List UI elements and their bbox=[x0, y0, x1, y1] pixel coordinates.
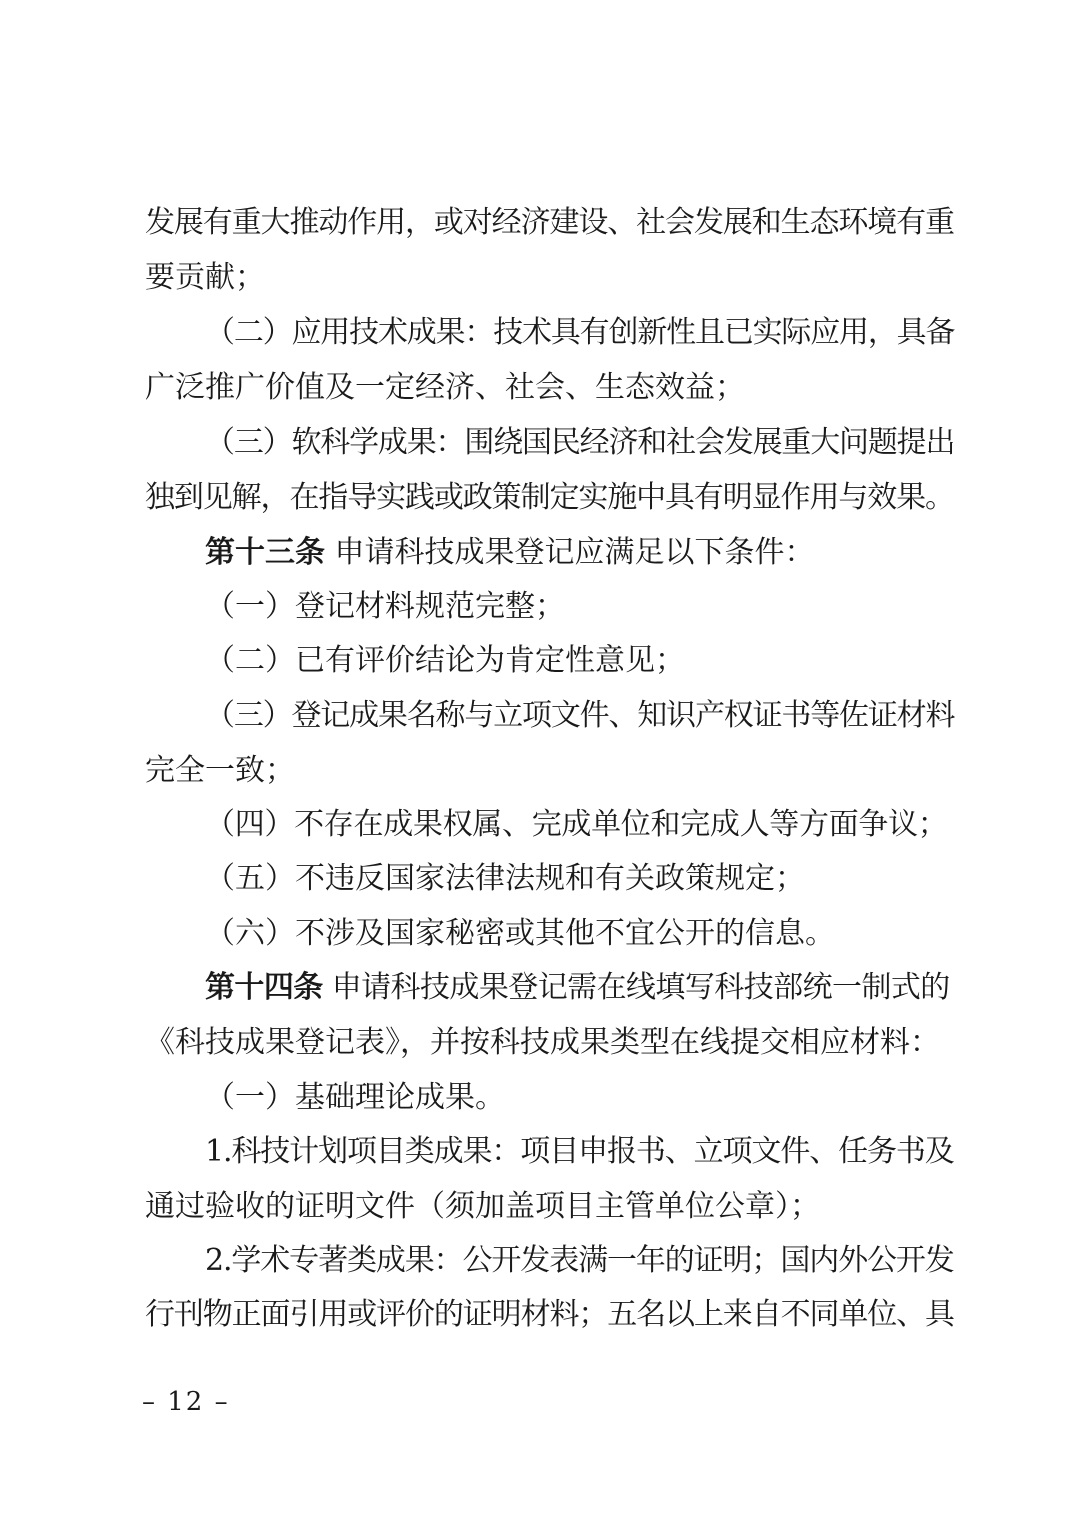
paragraph-line bbox=[205, 416, 954, 470]
text-line: 2.学术专著类成果：公开发表满一年的证明；国内外公开发 bbox=[205, 1243, 954, 1278]
paragraph-line bbox=[145, 361, 745, 415]
list-item bbox=[205, 1125, 954, 1179]
article-heading: 第十四条 bbox=[205, 970, 323, 1005]
text-line: （二）应用技术成果：技术具有创新性且已实际应用，具备 bbox=[205, 315, 955, 350]
text-line: 申请科技成果登记需在线填写科技部统一制式的 bbox=[322, 970, 950, 1005]
text-line: 1.科技计划项目类成果：项目申报书、立项文件、任务书及 bbox=[205, 1134, 954, 1169]
list-item bbox=[205, 852, 805, 906]
list-item bbox=[205, 689, 954, 743]
text-line: 要贡献； bbox=[145, 260, 265, 295]
paragraph-line bbox=[145, 1016, 940, 1070]
text-line: （五）不违反国家法律法规和有关政策规定； bbox=[205, 861, 805, 896]
paragraph-line bbox=[145, 471, 954, 525]
text-line: 通过验收的证明文件（须加盖项目主管单位公章）； bbox=[145, 1189, 820, 1224]
list-item bbox=[205, 580, 565, 634]
text-line: 行刊物正面引用或评价的证明材料；五名以上来自不同单位、具 bbox=[145, 1297, 954, 1332]
text-line: 广泛推广价值及一定经济、社会、生态效益； bbox=[145, 370, 745, 405]
text-line: （四）不存在成果权属、完成单位和完成人等方面争议； bbox=[205, 807, 948, 842]
text-line: 申请科技成果登记应满足以下条件： bbox=[325, 535, 815, 570]
article-line bbox=[205, 526, 815, 580]
text-line: （一）基础理论成果。 bbox=[205, 1080, 505, 1115]
article-line bbox=[205, 961, 950, 1015]
list-item bbox=[205, 634, 685, 688]
list-item bbox=[205, 798, 948, 852]
text-line: 独到见解，在指导实践或政策制定实施中具有明显作用与效果。 bbox=[145, 480, 954, 515]
text-line: （三）登记成果名称与立项文件、知识产权证书等佐证材料 bbox=[205, 698, 955, 733]
article-heading: 第十三条 bbox=[205, 535, 325, 570]
text-line: 完全一致； bbox=[145, 753, 295, 788]
text-line: 《科技成果登记表》，并按科技成果类型在线提交相应材料： bbox=[145, 1025, 940, 1060]
paragraph-line bbox=[205, 306, 954, 360]
list-item bbox=[205, 907, 835, 961]
paragraph-line bbox=[145, 1180, 820, 1234]
paragraph-line bbox=[145, 744, 295, 798]
text-line: （一）登记材料规范完整； bbox=[205, 589, 565, 624]
page-number: – 12 – bbox=[142, 1387, 230, 1417]
text-line: 发展有重大推动作用，或对经济建设、社会发展和生态环境有重 bbox=[145, 205, 954, 240]
paragraph-line bbox=[145, 251, 265, 305]
list-item bbox=[205, 1071, 505, 1125]
list-item bbox=[205, 1234, 954, 1288]
paragraph-line bbox=[145, 196, 954, 250]
text-line: （三）软科学成果：围绕国民经济和社会发展重大问题提出 bbox=[205, 425, 955, 460]
text-line: （二）已有评价结论为肯定性意见； bbox=[205, 643, 685, 678]
paragraph-line bbox=[145, 1288, 954, 1342]
text-line: （六）不涉及国家秘密或其他不宜公开的信息。 bbox=[205, 916, 835, 951]
